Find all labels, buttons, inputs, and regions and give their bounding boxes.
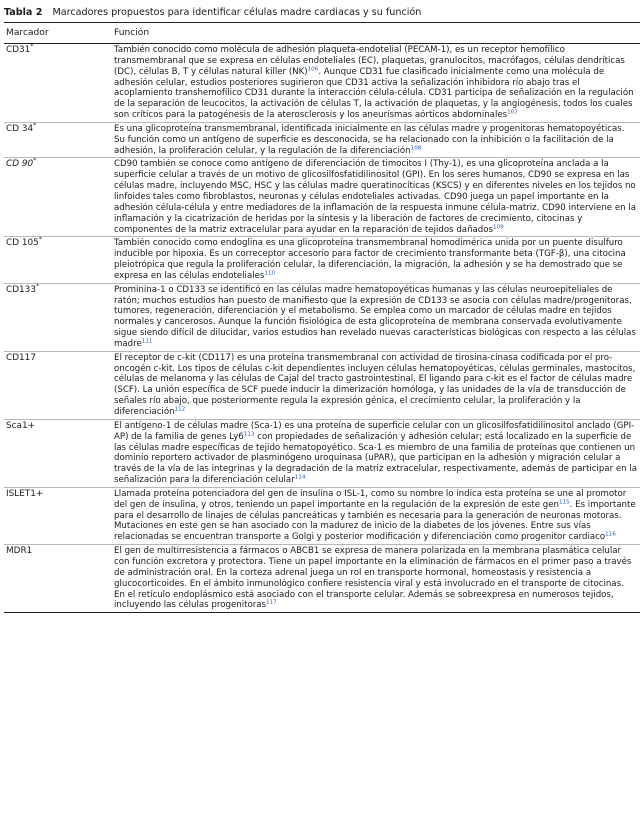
table-body xyxy=(4,44,640,613)
reference-number[interactable]: 110 xyxy=(264,270,276,277)
marker-footnote-mark: * xyxy=(38,236,42,244)
table-caption xyxy=(4,2,640,22)
table-row xyxy=(4,283,640,351)
reference-number[interactable]: 106 xyxy=(307,66,319,73)
marker-cell xyxy=(4,158,107,237)
table-row xyxy=(4,237,640,283)
function-cell xyxy=(107,122,640,158)
marker-name: CD 90 xyxy=(6,159,34,170)
reference-number[interactable]: 115 xyxy=(558,499,570,506)
function-text: CD90 también se conoce como antígeno de diferenciación de timocitos I (Thy-1), es una glicoproteína anclada a la superficie celular a través de un motivo de glicosilfosfatidilinositol (GPI). En los seres humanos, CD90 se expresa en las células madre, incluyendo MSC, HSC y las células madre queratinocíticas (KSCS) y en diferentes niveles en los tejidos no linfoides tales como fibroblastos, neuronas y células endoteliales activadas. CD90 juega un papel importante en la adhesión célula-célula y entre mediadores de la inflamación de la respuesta inmune célula-matriz. CD90 interviene en la inflamación y la cicatrización de heridas por la síntesis y la liberación de factores de crecimiento, citocinas y componentes de la matriz extracelular para ayudar en la reparación de tejidos dañados xyxy=(114,159,636,235)
column-header-function: Función xyxy=(107,23,640,44)
marker-name: CD117 xyxy=(6,352,36,363)
reference-number[interactable]: 113 xyxy=(243,431,255,438)
header-row xyxy=(4,23,640,44)
function-text: Prominina-1 o CD133 se identificó en las células madre hematopoyéticas humanas y las células neuroepiteliales de ratón; muchos estudios han puesto de manifiesto que la expresión de CD133 se asocia con células madre/progenitoras, tumores, regeneración, diferenciación y el metabolismo. Se emplea como un marcador de células madre en tejidos normales y cancerosos. Aunque la función fisiológica de esta glicoproteína de membrana conservada evolutivamente sigue siendo difícil de dilucidar, varios estudios han revelado nuevas características biológicas con respecto a las células madre xyxy=(114,284,636,349)
function-cell xyxy=(107,44,640,123)
marker-cell xyxy=(4,44,107,123)
reference-number[interactable]: 116 xyxy=(605,531,616,538)
reference-number[interactable]: 112 xyxy=(174,406,186,413)
marker-name: CD31 xyxy=(6,45,31,55)
function-cell xyxy=(107,487,640,544)
table-row xyxy=(4,158,640,237)
function-text: . Es importante para el desarrollo de linajes de células pancreáticas y también es necesaria para la generación de neuronas motoras. Mutaciones en este gen se han asociado con la madurez de inicio de la diabetes de los jóvenes. Entre sus vías relacionadas se encuentran transporte a Golgi y posterior modificación y diferenciación como progenitor cardiaco xyxy=(114,499,636,543)
function-text: Llamada proteína potenciadora del gen de insulina o ISL-1, como su nombre lo indica esta proteína se une al promotor del gen de insulina, y otros, teniendo un papel importante en la regulación de la expresión de este gen xyxy=(114,488,627,510)
table-row xyxy=(4,419,640,487)
table-row xyxy=(4,122,640,158)
marker-cell xyxy=(4,419,107,487)
table-row xyxy=(4,545,640,613)
reference-number[interactable]: 107 xyxy=(507,109,518,116)
marker-name: CD 105 xyxy=(6,238,39,249)
function-cell xyxy=(107,158,640,237)
marker-cell xyxy=(4,237,107,283)
function-text: También conocido como molécula de adhesión plaqueta-endotelial (PECAM-1), es un receptor hemofílico transmembranal que se expresa en células endoteliales (EC), plaquetas, granulocitos, macrófagos, células dendríticas (DC), células B, T y células natural killer (NK) xyxy=(114,45,625,77)
marker-cell xyxy=(4,122,107,158)
marker-name: CD133 xyxy=(6,284,36,295)
reference-number[interactable]: 111 xyxy=(141,338,153,345)
function-cell xyxy=(107,351,640,419)
marker-footnote-mark: * xyxy=(30,43,34,50)
marker-name: ISLET1+ xyxy=(6,488,44,499)
marker-footnote-mark: * xyxy=(35,282,39,290)
table-number: Tabla 2 xyxy=(4,6,43,18)
function-text: Es una glicoproteína transmembranal, identificada inicialmente en las células madre y progenitoras hematopoyéticas. Su función como un antígeno de superficie es desconocida, se ha relacionado con la inhibición o la facilitación de la adhesión, la proliferación celular, y la regulación de la diferenciación xyxy=(114,123,625,156)
function-cell xyxy=(107,237,640,283)
marker-name: MDR1 xyxy=(6,546,33,557)
marker-cell xyxy=(4,487,107,544)
marker-footnote-mark: * xyxy=(33,157,37,165)
function-text: El gen de multirresistencia a fármacos o ABCB1 se expresa de manera polarizada en la membrana plasmática celular con función excretora y protectora. Tiene un papel importante en la eliminación de fármacos en el primer paso a través de administración oral. En la corteza adrenal juega un rol en transporte hormonal, homeostasis y resistencia a glucocorticoides. En el ámbito inmunológico confiere resistencia viral y está involucrado en el transporte de citocinas. En el retículo endoplásmico está asociado con el transporte celular. Además se sobreexpresa en numerosos tejidos, incluyendo las células progenitoras xyxy=(114,546,632,611)
table-row xyxy=(4,44,640,123)
function-text: También conocido como endoglina es una glicoproteína transmembranal homodimérica unida por un puente disulfuro inducible por hipoxia. Es un correceptor accesorio para factor de crecimiento transformante beta (TGF-β), una citocina pleiotrópica que regula la proliferación celular, la diferenciación, la migración, la adhesión y se ha demostrado que se expresa en las células endoteliales xyxy=(114,238,626,281)
column-header-marker: Marcador xyxy=(4,23,107,44)
reference-number[interactable]: 109 xyxy=(493,224,504,230)
table-row xyxy=(4,351,640,419)
function-text: El antígeno-1 de células madre (Sca-1) es una proteína de superficie celular con un glicosilfosfatidilinositol anclado (GPI-AP) de la familia de genes Ly6 xyxy=(114,420,635,442)
function-text: . Aunque CD31 fue clasificado inicialmente como una molécula de adhesión celular, estudios posteriores sugirieron que CD31 activa la señalización inhibidora río abajo tras el acoplamiento transhemofílico CD31 durante la interacción célula-célula. CD31 participa de señalización en la regulación de la separación de leucocitos, la activación de células T, la activación de plaquetas, y la angiogénesis, todos los cuales son críticos para la patogénesis de la aterosclerosis y los aneurismas aórticos abdominales xyxy=(114,66,634,121)
function-cell xyxy=(107,419,640,487)
markers-table xyxy=(4,23,640,613)
reference-number[interactable]: 117 xyxy=(266,599,277,606)
function-text: El receptor de c-kit (CD117) es una proteína transmembranal con actividad de tirosina-cinasa codificada por el pro-oncogén c-kit. Los tipos de células c-kit dependientes incluyen células hematopoyéticas, células germinales, mastocitos, células de melanoma y las células de Cajal del tracto gastrointestinal. El ligando para c-kit es el factor de células madre (SCF). La unión específica de SCF puede inducir la dimerización homóloga, y las unidades de la vía de transducción de señales río abajo, que posteriormente regula la expresión génica, el crecimiento celular, la proliferación y la diferenciación xyxy=(114,352,636,417)
marker-cell xyxy=(4,545,107,613)
marker-name: CD 34 xyxy=(6,123,34,134)
reference-number[interactable]: 108 xyxy=(410,145,422,152)
marker-cell xyxy=(4,351,107,419)
function-cell xyxy=(107,283,640,351)
function-text: con propiedades de señalización y adhesión celular; está localizado en la superficie de las células madre específicas de tejido hematopoyético. Sca-1 es miembro de una familia de proteínas que contienen un dominio reportero activador de plasminógeno uroquinasa (uPAR), que participan en la adhesión y migración celular a través de la vía de las integrinas y la degradación de la matriz extracelular, respectivamente, además de participar en la señalización para la diferenciación celular xyxy=(114,431,638,486)
function-cell xyxy=(107,545,640,613)
marker-cell xyxy=(4,283,107,351)
marker-name: Sca1+ xyxy=(6,420,36,431)
reference-number[interactable]: 114 xyxy=(294,474,306,481)
marker-footnote-mark: * xyxy=(33,121,37,129)
table-title: Marcadores propuestos para identificar células madre cardiacas y su función xyxy=(52,6,422,18)
table-row xyxy=(4,487,640,544)
